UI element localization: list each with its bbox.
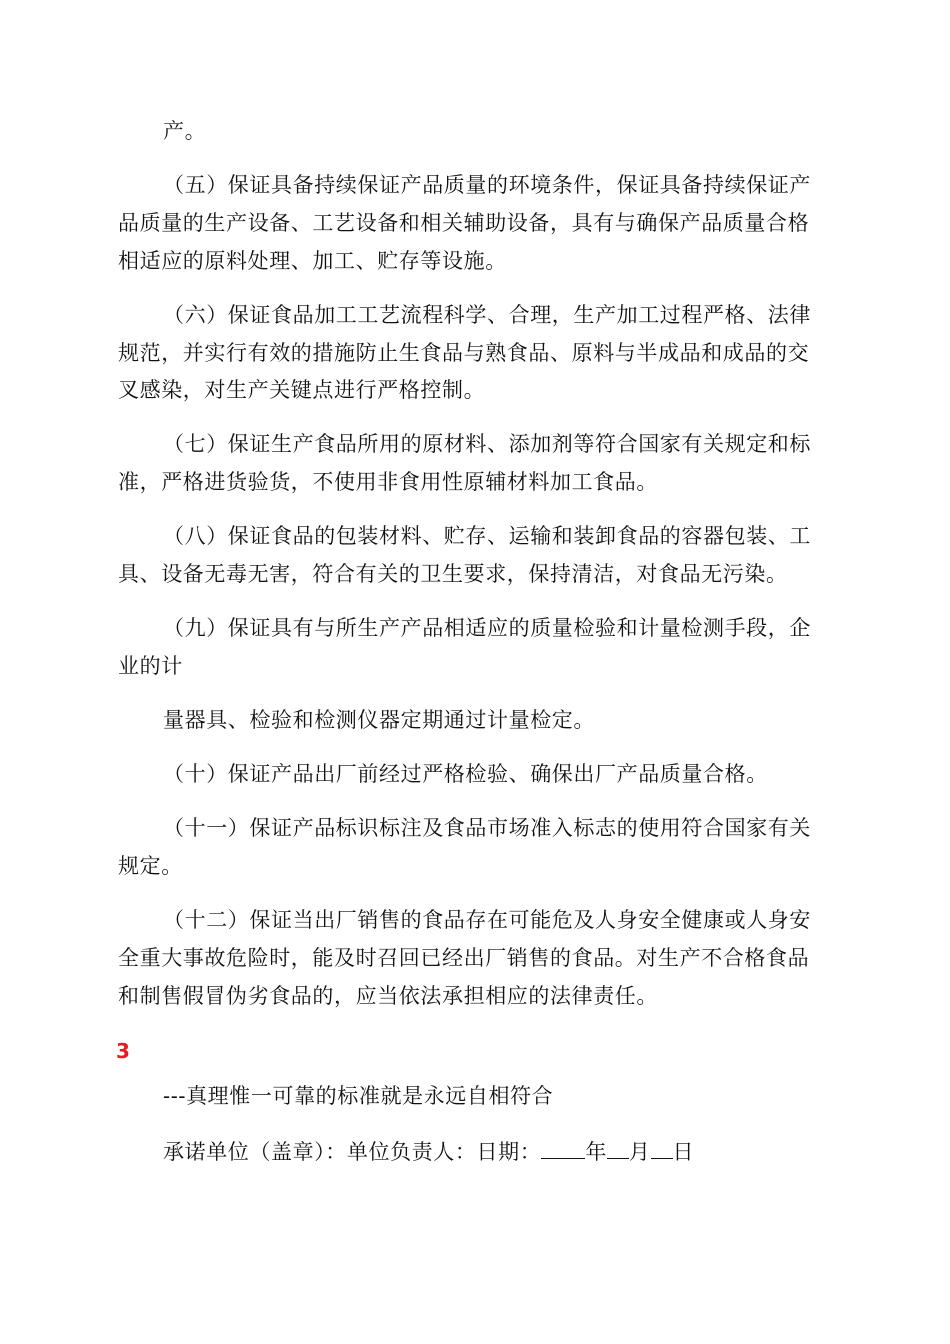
paragraph-line: （七）保证生产食品所用的原材料、添加剂等符合国家有关规定和标 xyxy=(163,432,811,456)
paragraph-line: 具、设备无毒无害，符合有关的卫生要求，保持清洁，对食品无污染。 xyxy=(118,562,788,586)
paragraph-line: 规定。 xyxy=(118,854,183,878)
paragraph-line: 全重大事故危险时，能及时召回已经出厂销售的食品。对生产不合格食品 xyxy=(118,946,810,970)
paragraph-line: 产。 xyxy=(163,119,207,143)
page-number: 3 xyxy=(116,1039,130,1063)
paragraph-line: 品质量的生产设备、工艺设备和相关辅助设备，具有与确保产品质量合格 xyxy=(118,211,810,235)
paragraph-line: 和制售假冒伪劣食品的，应当依法承担相应的法律责任。 xyxy=(118,984,658,1008)
paragraph-line: （六）保证食品加工工艺流程科学、合理，生产加工过程严格、法律 xyxy=(163,303,811,327)
signature-label: 承诺单位（盖章）：单位负责人：日期： xyxy=(163,1140,542,1164)
paragraph-line: （八）保证食品的包装材料、贮存、运输和装卸食品的容器包装、工 xyxy=(163,524,811,548)
paragraph-line: （十一）保证产品标识标注及食品市场准入标志的使用符合国家有关 xyxy=(163,816,811,840)
paragraph-line: 准，严格进货验货，不使用非食用性原辅材料加工食品。 xyxy=(118,470,658,494)
paragraph-line: 相适应的原料处理、加工、贮存等设施。 xyxy=(118,249,507,273)
month-label: 月 xyxy=(628,1140,651,1164)
paragraph-line: （十二）保证当出厂销售的食品存在可能危及人身安全健康或人身安 xyxy=(163,908,811,932)
year-blank xyxy=(541,1140,585,1159)
paragraph-line: 叉感染，对生产关键点进行严格控制。 xyxy=(118,378,486,402)
paragraph-line: 规范，并实行有效的措施防止生食品与熟食品、原料与半成品和成品的交 xyxy=(118,341,810,365)
paragraph-line: （九）保证具有与所生产产品相适应的质量检验和计量检测手段，企 xyxy=(163,616,811,640)
year-label: 年 xyxy=(585,1140,607,1164)
quote-line: ---真理惟一可靠的标准就是永远自相符合 xyxy=(163,1084,554,1108)
month-blank xyxy=(607,1140,629,1159)
paragraph-line: 量器具、检验和检测仪器定期通过计量检定。 xyxy=(163,708,595,732)
paragraph-line: 业的计 xyxy=(118,654,183,678)
signature-line xyxy=(163,1140,834,1163)
paragraph-line: （十）保证产品出厂前经过严格检验、确保出厂产品质量合格。 xyxy=(163,762,768,786)
day-blank xyxy=(651,1140,673,1159)
day-label: 日 xyxy=(672,1140,695,1164)
paragraph-line: （五）保证具备持续保证产品质量的环境条件，保证具备持续保证产 xyxy=(163,173,811,197)
